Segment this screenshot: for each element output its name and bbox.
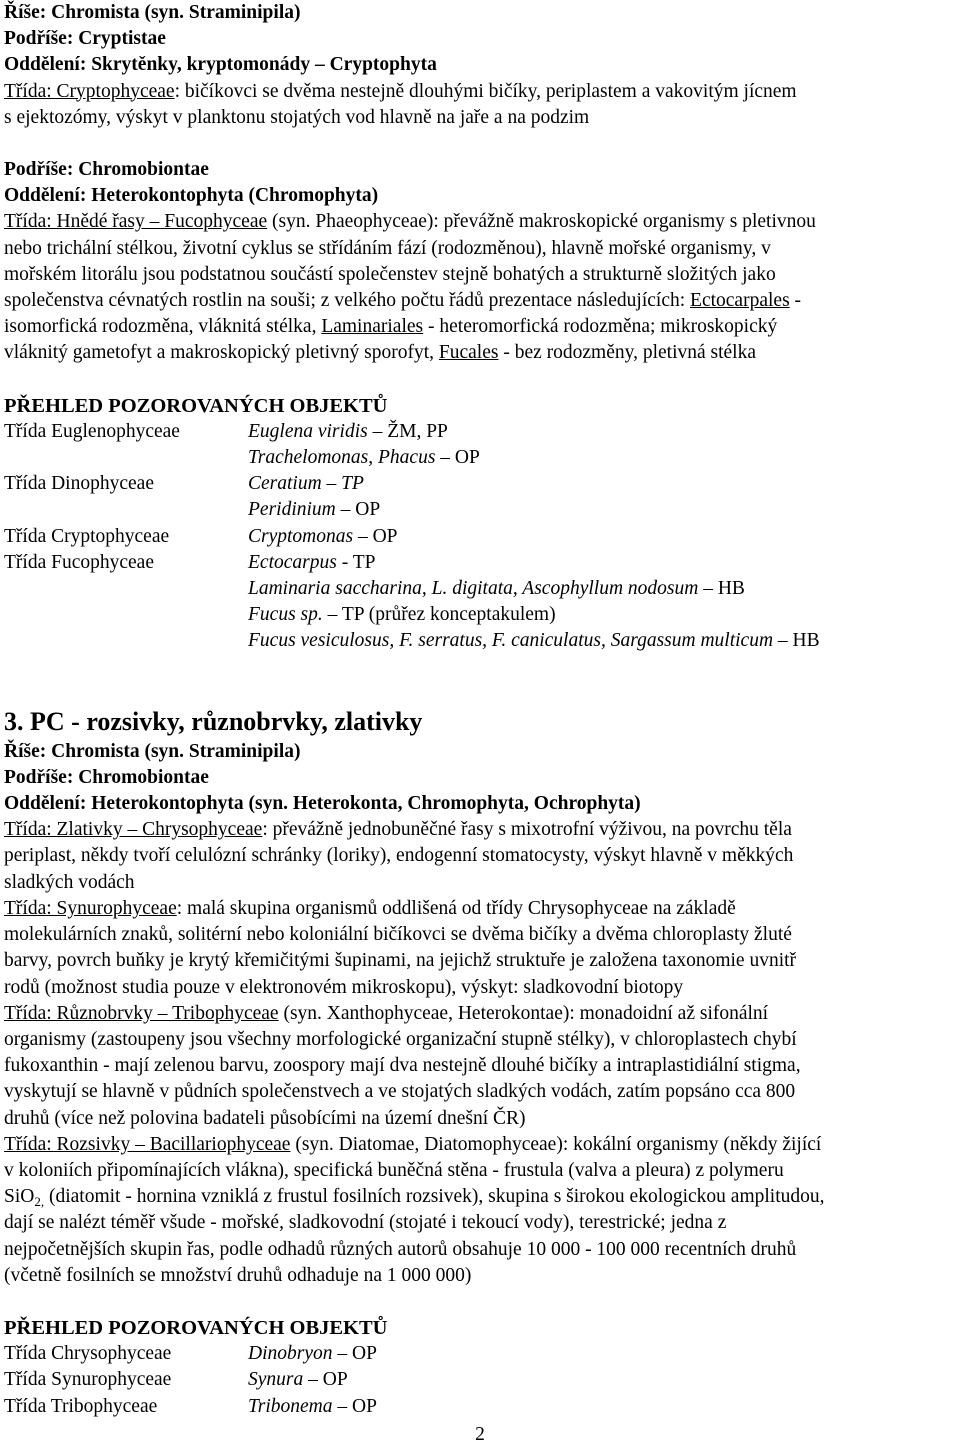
species-name: Ectocarpus [248, 551, 337, 573]
overview-table [4, 1341, 956, 1420]
overview-heading: PŘEHLED POZOROVANÝCH OBJEKTŮ [4, 394, 388, 417]
text-run: SiO [4, 1186, 35, 1208]
species-name: Ceratium – TP [248, 473, 364, 495]
taxon-species [248, 576, 745, 602]
species-name: Cryptomonas [248, 525, 354, 547]
order-name: Ectocarpales [690, 290, 790, 312]
division-line: Oddělení: Heterokontophyta (syn. Heterokonta, Chromophyta, Ochrophyta) [4, 793, 641, 815]
species-name: Trachelomonas, Phacus [248, 447, 436, 469]
taxon-species [248, 602, 556, 628]
section-title: 3. PC - rozsivky, různobrvky, zlativky [4, 706, 423, 736]
observation-type: – HB [698, 578, 745, 600]
taxon-species [248, 1367, 348, 1393]
taxon-species [248, 524, 398, 550]
taxon-species [248, 445, 480, 471]
spacer [4, 367, 956, 393]
paragraph-line [4, 1184, 956, 1210]
text-run: isomorfická rodozměna, vláknitá stélka, [4, 316, 322, 338]
paragraph-line: nejpočetnějších skupin řas, podle odhadů různých autorů obsahuje 10 000 - 100 000 recentních druhů [4, 1238, 797, 1260]
taxon-species [248, 471, 364, 497]
observation-type: – OP [335, 499, 381, 521]
paragraph-line: periplast, někdy tvoří celulózní schránky (loriky), endogenní stomatocysty, výskyt hlavně v měkkých [4, 845, 794, 867]
overview-heading: PŘEHLED POZOROVANÝCH OBJEKTŮ [4, 1316, 388, 1339]
class-name: Třída: Zlativky – Chrysophyceae [4, 819, 263, 841]
paragraph-line: molekulárních znaků, solitérní nebo koloniální bičíkovci se dvěma bičíky a dvěma chloroplasty žluté [4, 924, 792, 946]
paragraph-line [4, 288, 956, 314]
taxon-class: Třída Fucophyceae [4, 551, 154, 573]
taxon-species [248, 1394, 377, 1420]
text-run: - heteromorfická rodozměna; mikroskopický [423, 316, 778, 338]
kingdom-line: Říše: Chromista (syn. Straminipila) [4, 2, 301, 23]
observation-type: – OP [303, 1369, 348, 1391]
class-line [4, 817, 956, 843]
class-line [4, 1132, 956, 1158]
taxon-class: Třída Cryptophyceae [4, 525, 170, 547]
division-line: Oddělení: Skrytěnky, kryptomonády – Cryptophyta [4, 54, 437, 76]
paragraph-line: v koloniích připomínajících vlákna), specifická buněčná stěna - frustula (valva a pleura) z polymeru [4, 1159, 784, 1181]
class-name: Třída: Rozsivky – Bacillariophyceae [4, 1133, 291, 1155]
order-name: Laminariales [321, 316, 424, 338]
observation-type: – OP [332, 1343, 377, 1365]
observation-type: – OP [435, 447, 480, 469]
paragraph-line: mořském litorálu jsou podstatnou součástí společenstev stejně bohatých a strukturně složitých jako [4, 263, 776, 285]
overview-row [4, 1367, 956, 1393]
text-run: - [789, 290, 802, 312]
taxon-species [248, 628, 820, 654]
text-run: (diatomit - hornina vzniklá z frustul fosilních rozsivek), skupina s širokou ekologickou amplitudou, [44, 1186, 825, 1208]
species-name: Synura [248, 1369, 304, 1391]
species-name: Tribonema [248, 1395, 333, 1417]
taxon-species [248, 1341, 377, 1367]
overview-row [4, 628, 956, 654]
division-line: Oddělení: Heterokontophyta (Chromophyta) [4, 185, 379, 207]
species-name: Euglena viridis [248, 420, 368, 442]
overview-table [4, 419, 956, 655]
overview-row [4, 524, 956, 550]
overview-row [4, 576, 956, 602]
overview-row [4, 550, 956, 576]
taxon-species [248, 550, 375, 576]
spacer [4, 131, 956, 157]
class-line [4, 896, 956, 922]
taxon-species [248, 419, 448, 445]
paragraph-line: s ejektozómy, výskyt v planktonu stojatých vod hlavně na jaře a na podzim [4, 106, 590, 128]
observation-type: - TP [336, 551, 376, 573]
class-name: Třída: Hnědé řasy – Fucophyceae [4, 211, 268, 233]
observation-type: – OP [353, 525, 398, 547]
species-name: Fucus sp. [248, 604, 323, 626]
taxon-class: Třída Synurophyceae [4, 1369, 172, 1391]
taxon-class [4, 628, 248, 654]
paragraph-line: druhů (více než polovina badateli působícími na území dnešní ČR) [4, 1107, 526, 1129]
observation-type: – TP (průřez konceptakulem) [322, 604, 556, 626]
overview-row [4, 471, 956, 497]
paragraph-line [4, 340, 956, 366]
class-desc: : převážně jednobuněčné řasy s mixotrofní výživou, na povrchu těla [262, 819, 792, 841]
paragraph-line: vyskytují se hlavně v půdních společenstvech a ve stojatých sladkých vodách, zatím popsáno cca 800 [4, 1081, 796, 1103]
overview-row [4, 445, 956, 471]
taxon-class: Třída Euglenophyceae [4, 420, 180, 442]
paragraph-line: dají se nalézt téměř všude - mořské, sladkovodní (stojaté i tekoucí vody), terestrické; jedna z [4, 1212, 727, 1234]
taxon-class [4, 497, 248, 523]
species-name: Laminaria saccharina, L. digitata, Ascophyllum nodosum [248, 578, 699, 600]
overview-row [4, 419, 956, 445]
observation-type: – HB [773, 630, 820, 652]
class-desc: (syn. Phaeophyceae): převážně makroskopické organismy s pletivnou [267, 211, 816, 233]
class-line [4, 1001, 956, 1027]
subkingdom-line: Podříše: Cryptistae [4, 28, 166, 50]
class-desc: : malá skupina organismů oddlišená od třídy Chrysophyceae na základě [176, 897, 736, 919]
class-desc: (syn. Diatomae, Diatomophyceae): kokální organismy (někdy žijící [290, 1133, 822, 1155]
observation-type: – OP [332, 1395, 377, 1417]
text-run: vláknitý gametofyt a makroskopický pletivný sporofyt, [4, 342, 439, 364]
class-desc: (syn. Xanthophyceae, Heterokontae): monadoidní až sifonální [278, 1002, 769, 1024]
class-name: Třída: Synurophyceae [4, 897, 177, 919]
taxon-class [4, 445, 248, 471]
spacer [4, 1289, 956, 1315]
species-name: Dinobryon [248, 1343, 333, 1365]
paragraph-line: sladkých vodách [4, 871, 135, 893]
taxon-species [248, 497, 380, 523]
subscript: 2, [34, 1194, 45, 1210]
paragraph-line [4, 314, 956, 340]
paragraph-line: rodů (možnost studia pouze v elektronovém mikroskopu), výskyt: sladkovodní biotopy [4, 976, 684, 998]
document-page [4, 0, 956, 1420]
text-run: společenstva cévnatých rostlin na souši; z velkého počtu řádů prezentace následujících: [4, 290, 691, 312]
class-name: Třída: Různobrvky – Tribophyceae [4, 1002, 279, 1024]
taxon-class: Třída Chrysophyceae [4, 1343, 172, 1365]
class-desc: : bičíkovci se dvěma nestejně dlouhými bičíky, periplastem a vakovitým jícnem [174, 80, 797, 102]
species-name: Fucus vesiculosus, F. serratus, F. caniculatus, Sargassum multicum [248, 630, 774, 652]
paragraph-line: (včetně fosilních se množství druhů odhaduje na 1 000 000) [4, 1264, 472, 1286]
taxon-class [4, 576, 248, 602]
observation-type: – ŽM, PP [367, 420, 448, 442]
class-line [4, 79, 956, 105]
class-line [4, 209, 956, 235]
overview-row [4, 602, 956, 628]
kingdom-line: Říše: Chromista (syn. Straminipila) [4, 740, 301, 762]
paragraph-line: barvy, povrch buňky je krytý křemičitými šupinami, na jejichž struktuře je založena taxonomie uvnitř [4, 950, 797, 972]
subkingdom-line: Podříše: Chromobiontae [4, 766, 209, 788]
text-run: - bez rodozměny, pletivná stélka [498, 342, 757, 364]
order-name: Fucales [438, 342, 499, 364]
overview-row [4, 1394, 956, 1420]
overview-row [4, 497, 956, 523]
taxon-class: Třída Dinophyceae [4, 473, 154, 495]
page-number: 2 [475, 1424, 485, 1445]
paragraph-line: nebo trichální stélkou, životní cyklus se střídáním fází (rodozměnou), hlavně mořské organismy, v [4, 237, 771, 259]
taxon-class [4, 602, 248, 628]
spacer [4, 655, 956, 695]
class-name: Třída: Cryptophyceae [4, 80, 175, 102]
subkingdom-line: Podříše: Chromobiontae [4, 159, 209, 181]
overview-row [4, 1341, 956, 1367]
species-name: Peridinium [248, 499, 336, 521]
taxon-class: Třída Tribophyceae [4, 1395, 158, 1417]
paragraph-line: fukoxanthin - mají zelenou barvu, zoospory mají dva nestejně dlouhé bičíky a intraplastidiální stigma, [4, 1055, 801, 1077]
paragraph-line: organismy (zastoupeny jsou všechny morfologické organizační stupně stélky), v chloroplastech chybí [4, 1028, 797, 1050]
